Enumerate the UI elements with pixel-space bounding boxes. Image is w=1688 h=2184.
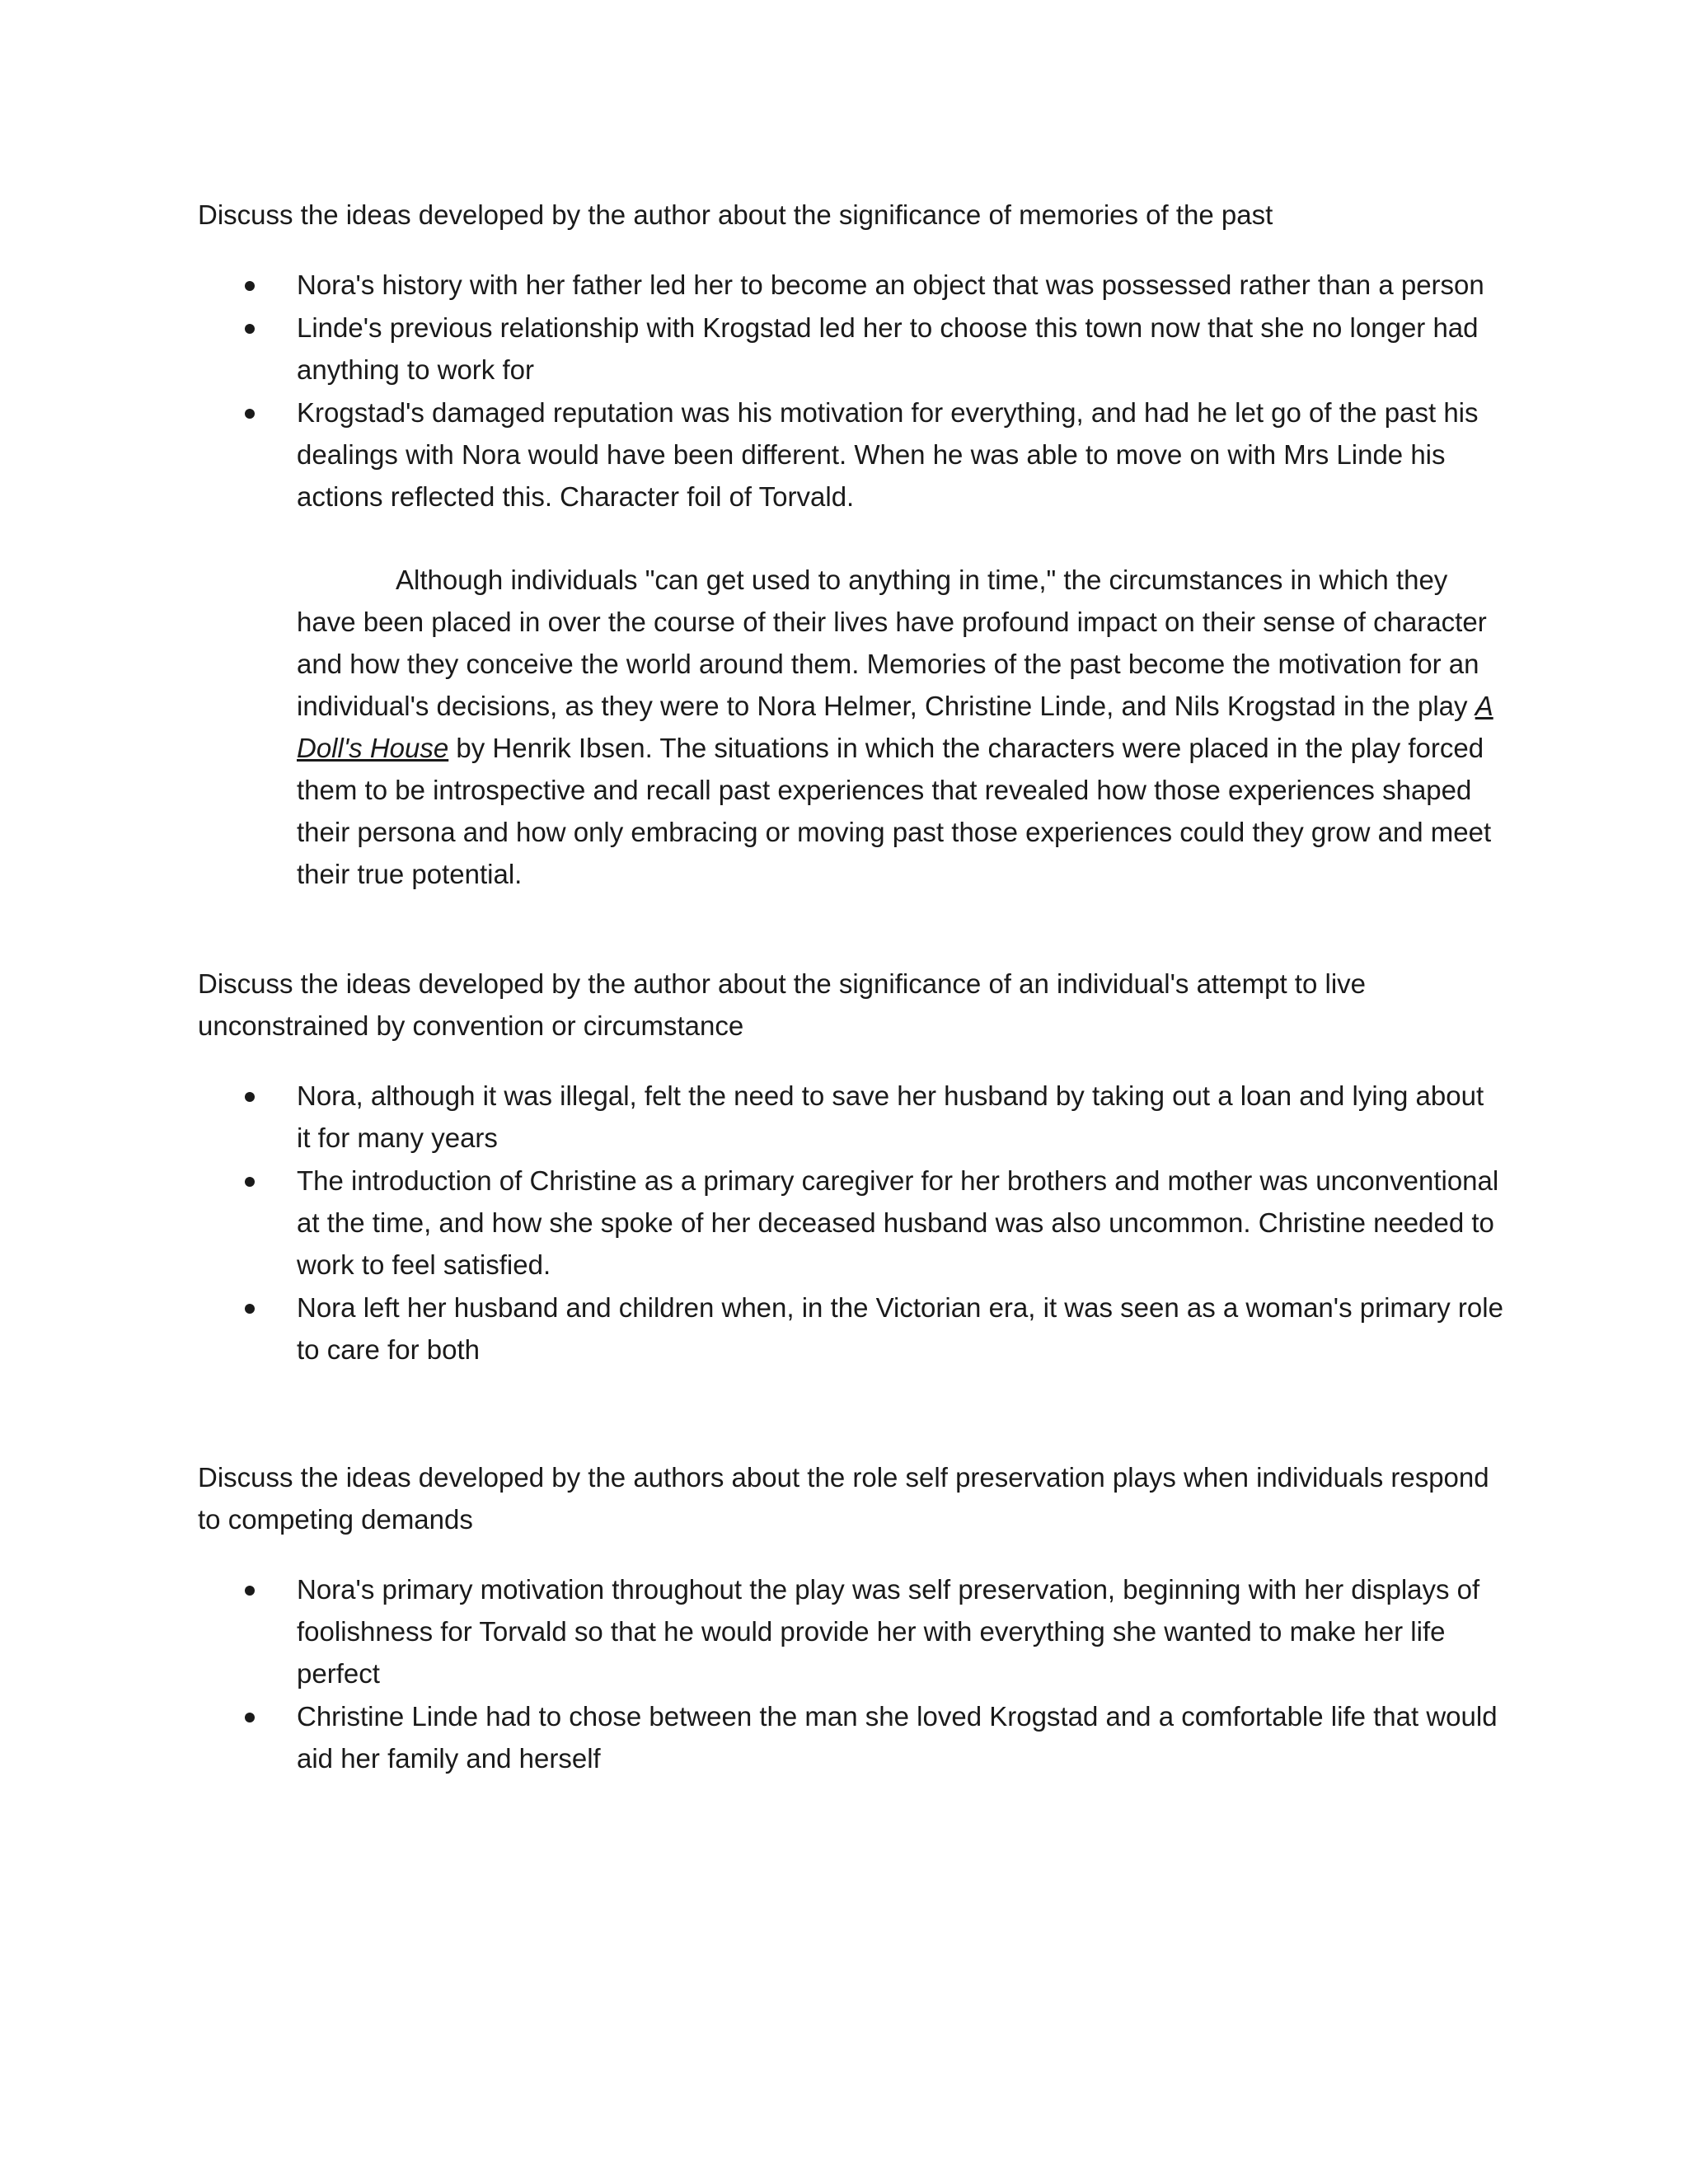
list-item	[198, 391, 1504, 518]
bullet-icon	[245, 1092, 255, 1102]
bullet-list	[198, 1075, 1504, 1371]
play-title: A Doll's House	[297, 691, 1493, 763]
bullet-list	[198, 1568, 1504, 1779]
bullet-icon	[245, 281, 255, 291]
list-item-text: The introduction of Christine as a primary caregiver for her brothers and mother was unconventional at the time, and how she spoke of her deceased husband was also uncommon. Christine needed to work to feel satisfied.	[297, 1165, 1499, 1280]
section-prompt: Discuss the ideas developed by the author about the significance of memories of the past	[198, 199, 1273, 230]
list-item	[198, 1286, 1504, 1371]
list-item-text: Krogstad's damaged reputation was his motivation for everything, and had he let go of the past his dealings with Nora would have been different. When he was able to move on with Mrs Linde his actions reflected this. Character foil of Torvald.	[297, 397, 1479, 512]
section-self-preservation	[198, 1456, 1504, 1779]
bullet-icon	[245, 1304, 255, 1314]
document-body	[198, 194, 1504, 1780]
list-item	[198, 1695, 1504, 1779]
essay-paragraph	[297, 559, 1504, 895]
list-item-text: Nora left her husband and children when, in the Victorian era, it was seen as a woman's primary role to care for both	[297, 1292, 1503, 1365]
list-item	[198, 1075, 1504, 1159]
list-item	[198, 1160, 1504, 1286]
list-item	[198, 307, 1504, 391]
bullet-list	[198, 264, 1504, 518]
bullet-icon	[245, 324, 255, 334]
bullet-icon	[245, 1713, 255, 1722]
list-item	[198, 1568, 1504, 1694]
list-item-text: Christine Linde had to chose between the man she loved Krogstad and a comfortable life that would aid her family and herself	[297, 1701, 1498, 1774]
essay-text-after: by Henrik Ibsen. The situations in which the characters were placed in the play forced them to be introspective and recall past experiences that revealed how those experiences shaped their persona and how only embracing or moving past those experiences could they grow and meet their true potential.	[297, 733, 1492, 889]
list-item-text: Nora, although it was illegal, felt the need to save her husband by taking out a loan and lying about it for many years	[297, 1080, 1484, 1153]
bullet-icon	[245, 1177, 255, 1187]
list-item	[198, 264, 1504, 306]
list-item-text: Nora's history with her father led her to become an object that was possessed rather than a person	[297, 269, 1484, 300]
list-item-text: Linde's previous relationship with Krogstad led her to choose this town now that she no longer had anything to work for	[297, 312, 1479, 385]
bullet-icon	[245, 1586, 255, 1596]
list-item-text: Nora's primary motivation throughout the play was self preservation, beginning with her displays of foolishness for Torvald so that he would provide her with everything she wanted to make her life perfect	[297, 1574, 1480, 1689]
essay-text-before: Although individuals "can get used to anything in time," the circumstances in which they have been placed in over the course of their lives have profound impact on their sense of character and how they conceive the world around them. Memories of the past become the motivation for an individual's decisions, as they were to Nora Helmer, Christine Linde, and Nils Krogstad in the play	[297, 565, 1487, 721]
bullet-icon	[245, 409, 255, 419]
section-prompt: Discuss the ideas developed by the author about the significance of an individual's attempt to live unconstrained by convention or circumstance	[198, 968, 1367, 1041]
section-convention	[198, 963, 1504, 1371]
section-memories	[198, 194, 1504, 895]
section-prompt: Discuss the ideas developed by the authors about the role self preservation plays when individuals respond to competing demands	[198, 1462, 1489, 1535]
